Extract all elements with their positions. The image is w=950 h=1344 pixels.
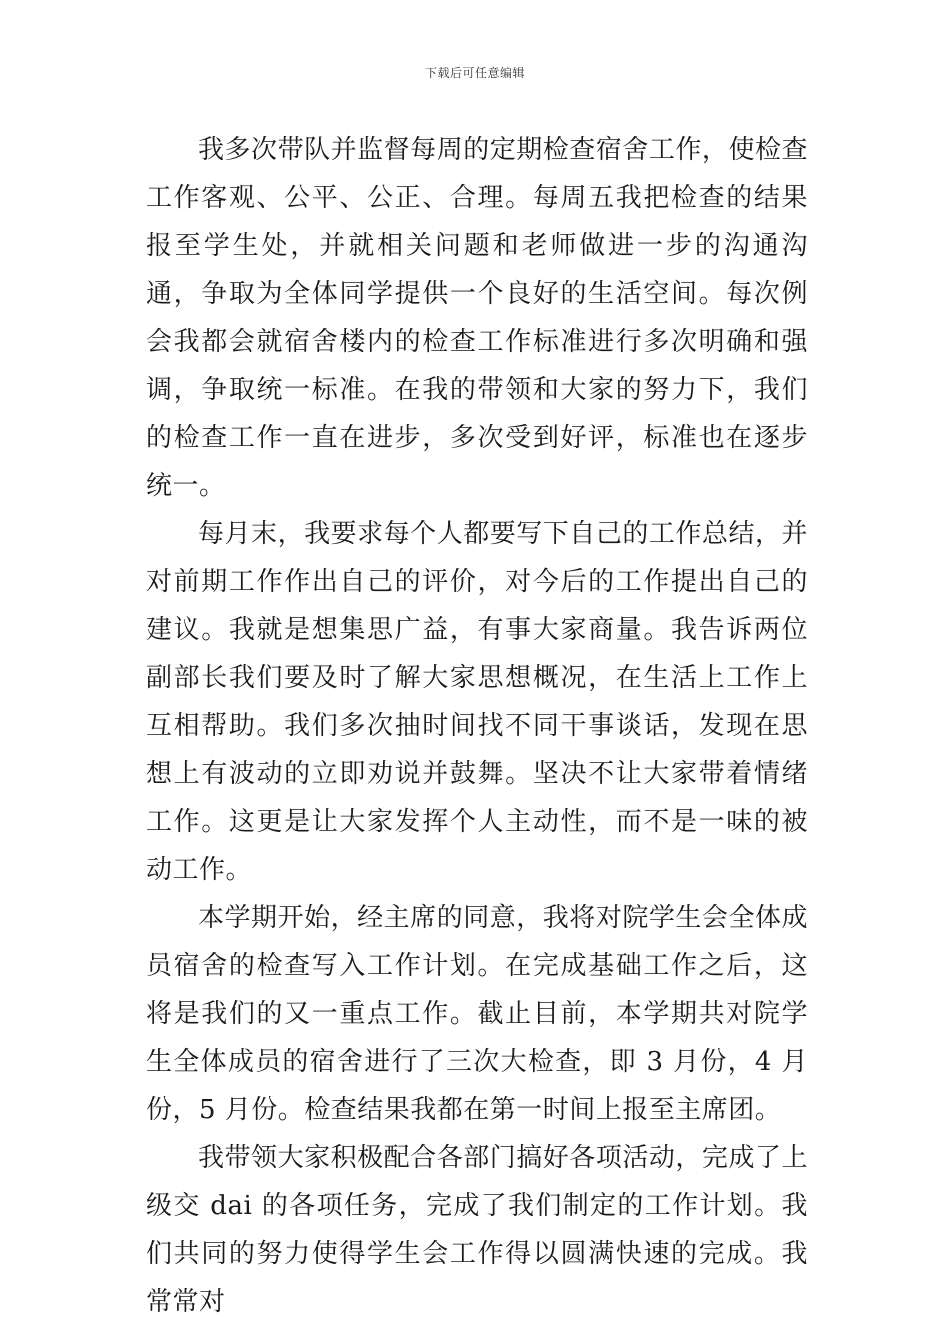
paragraph-4: 我带领大家积极配合各部门搞好各项活动，完成了上级交 dai 的各项任务，完成了我们制定的工作计划。我们共同的努力使得学生会工作得以圆满快速的完成。我常常对: [146, 1143, 808, 1317]
paragraph-1: 我多次带队并监督每周的定期检查宿舍工作，使检查工作客观、公平、公正、合理。每周五我把检查的结果报至学生处，并就相关问题和老师做进一步的沟通沟通，争取为全体同学提供一个良好的生活空间。每次例会我都会就宿舍楼内的检查工作标准进行多次明确和强调，争取统一标准。在我的带领和大家的努力下，我们的检查工作一直在进步，多次受到好评，标准也在逐步统一。: [146, 135, 808, 501]
paragraph-2: 每月末，我要求每个人都要写下自己的工作总结，并对前期工作作出自己的评价，对今后的工作提出自己的建议。我就是想集思广益，有事大家商量。我告诉两位副部长我们要及时了解大家思想概况，在生活上工作上互相帮助。我们多次抽时间找不同干事谈话，发现在思想上有波动的立即劝说并鼓舞。坚决不让大家带着情绪工作。这更是让大家发挥个人主动性，而不是一味的被动工作。: [146, 519, 808, 885]
body-text: [146, 126, 808, 1326]
header-note: 下载后可任意编辑: [424, 66, 525, 80]
paragraph-3: 本学期开始，经主席的同意，我将对院学生会全体成员宿舍的检查写入工作计划。在完成基础工作之后，这将是我们的又一重点工作。截止目前，本学期共对院学生全体成员的宿舍进行了三次大检查，即 3 月份，4 月份，5 月份。检查结果我都在第一时间上报至主席团。: [146, 903, 808, 1125]
